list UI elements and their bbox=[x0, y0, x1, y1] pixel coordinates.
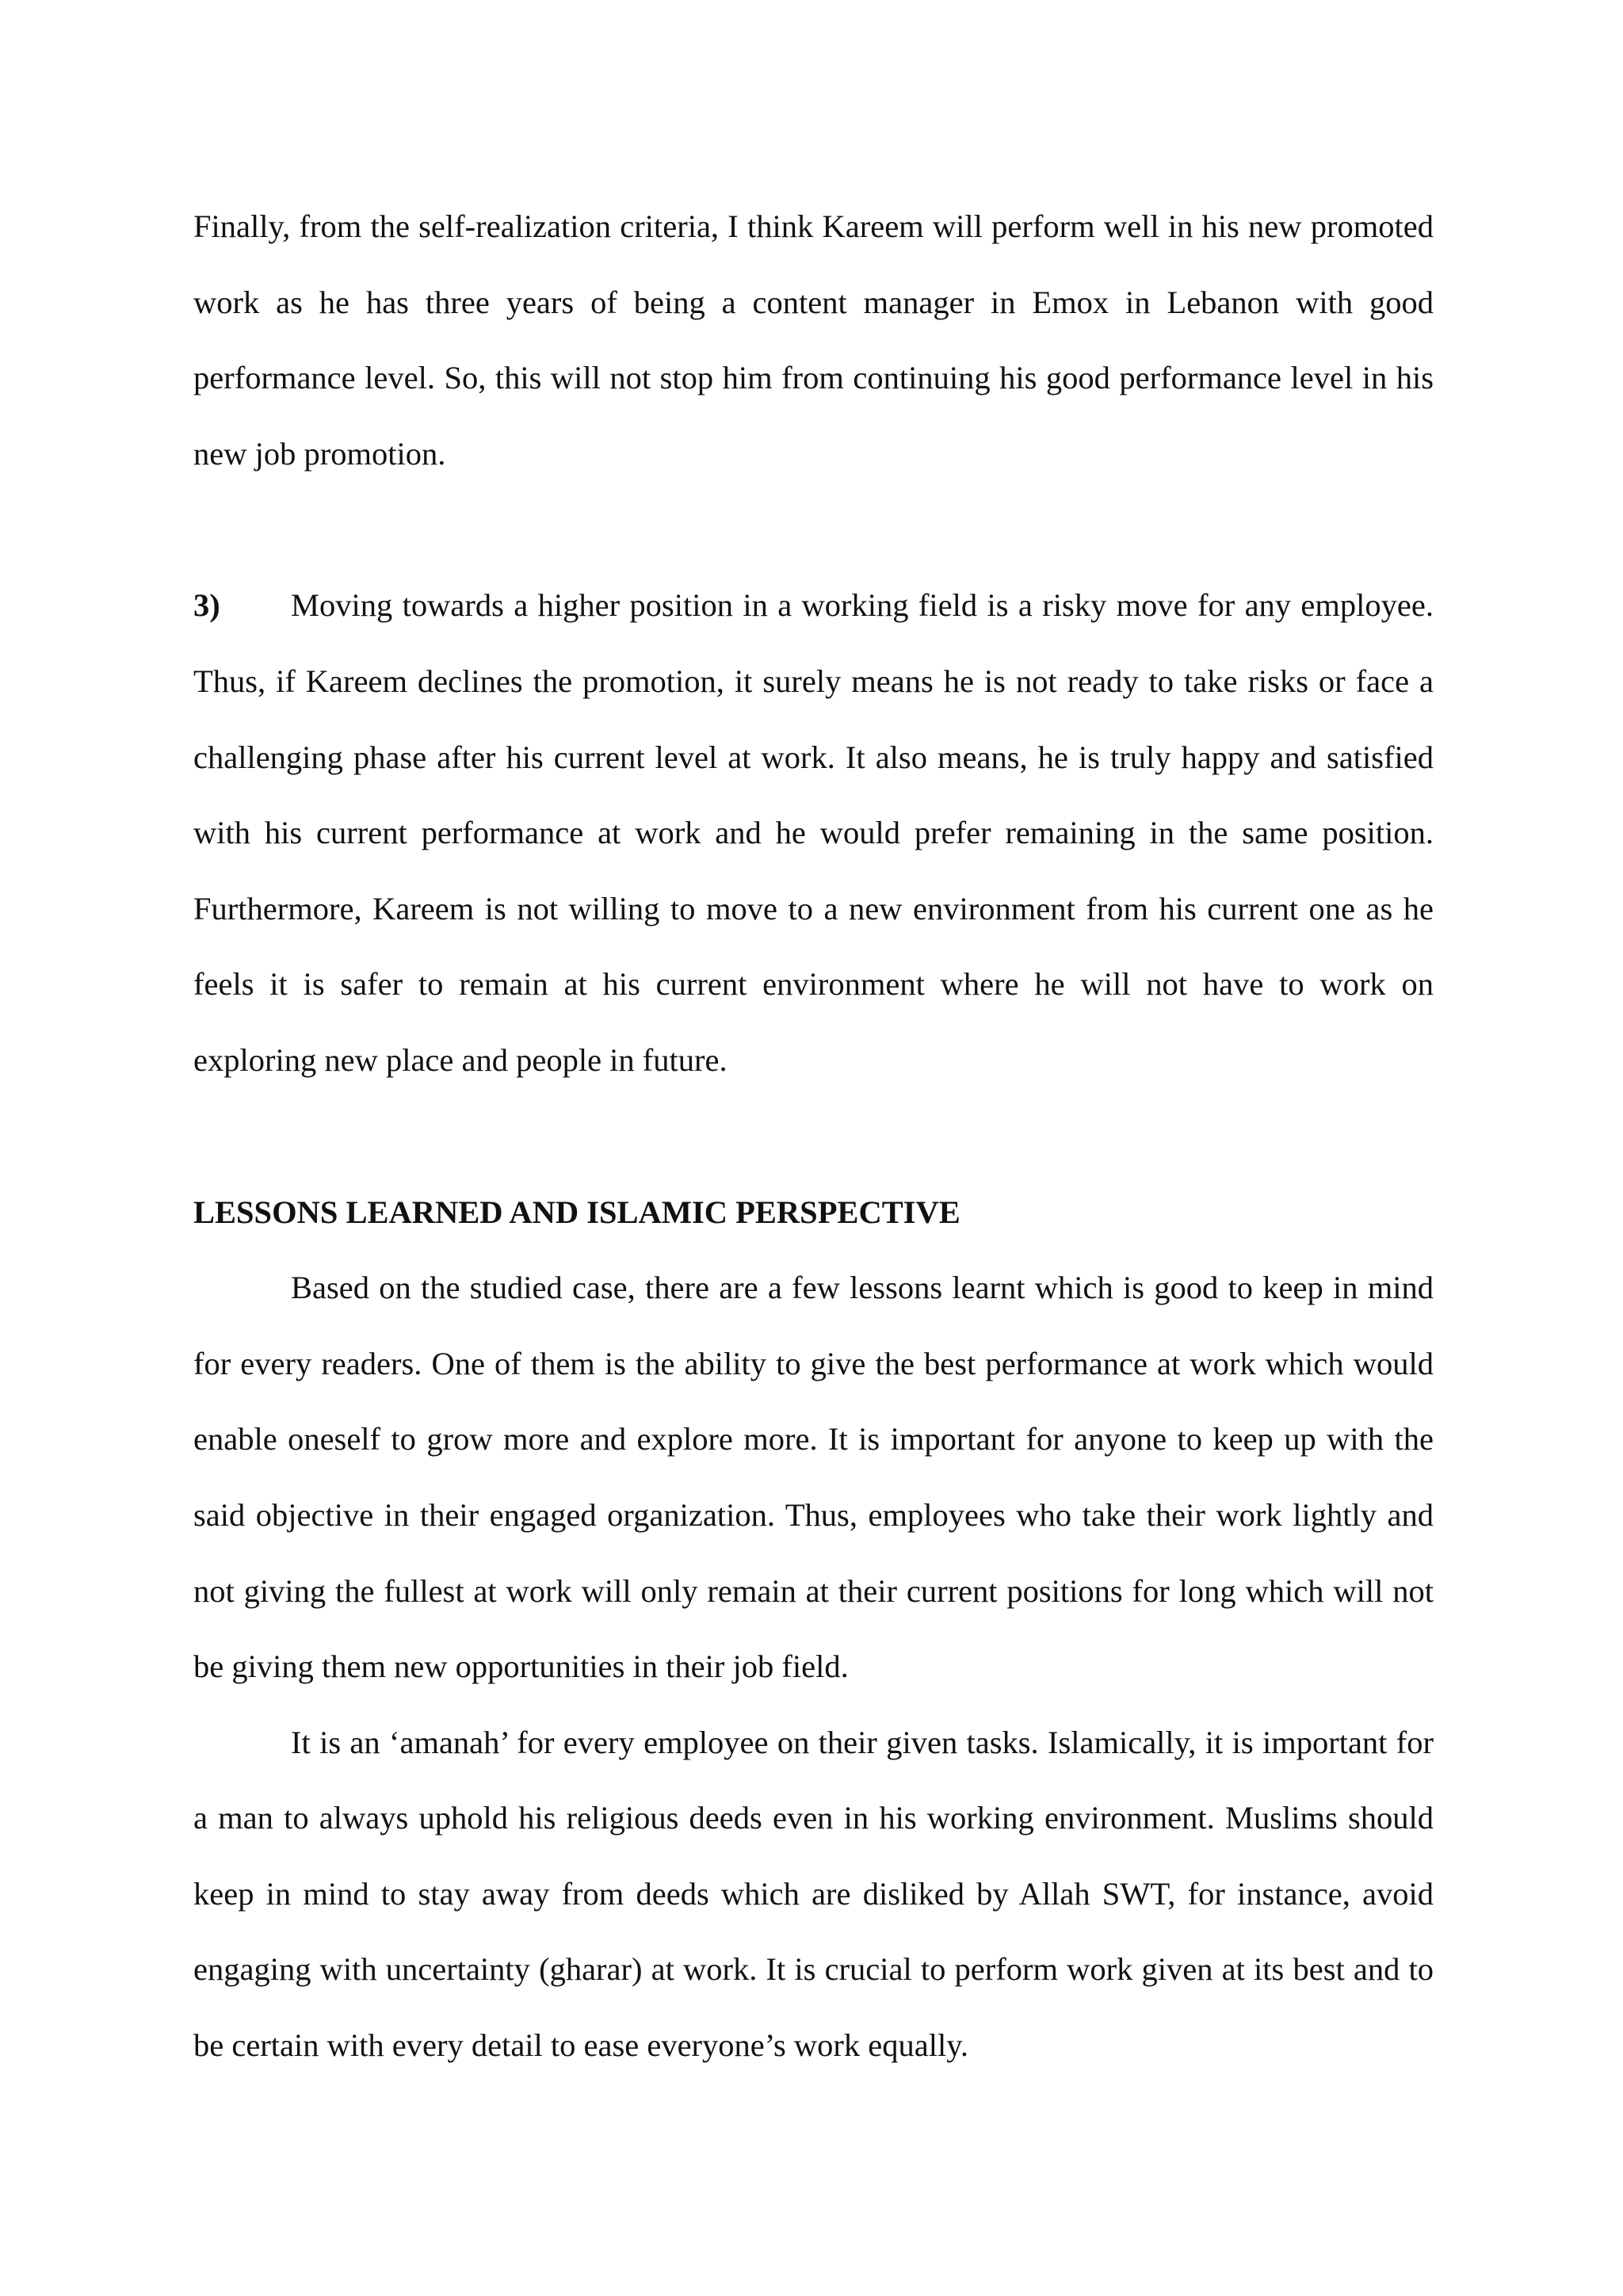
numbered-item-3 bbox=[193, 567, 1434, 1098]
paragraph-self-realization: Finally, from the self-realization criteria, I think Kareem will perform well in his new promoted work as he has three years of being a content manager in Emox in Lebanon with good performance level. So, this will not stop him from continuing his good performance level in his new job promotion. bbox=[193, 208, 1434, 472]
document-body bbox=[193, 189, 1434, 2084]
item-text: Moving towards a higher position in a working field is a risky move for any employee. Thus, if Kareem declines the promotion, it surely means he is not ready to take risks or face a challenging phase after his current level at work. It also means, he is truly happy and satisfied with his current performance at work and he would prefer remaining in the same position. Furthermore, Kareem is not willing to move to a new environment from his current one as he feels it is safer to remain at his current environment where he will not have to work on exploring new place and people in future. bbox=[193, 587, 1434, 1078]
section-heading: LESSONS LEARNED AND ISLAMIC PERSPECTIVE bbox=[193, 1194, 960, 1230]
item-number: 3) bbox=[193, 587, 220, 624]
paragraph-amanah: It is an ‘amanah’ for every employee on their given tasks. Islamically, it is important for a man to always uphold his religious deeds even in his working environment. Muslims should keep in mind to stay away from deeds which are disliked by Allah SWT, for instance, avoid engaging with uncertainty (gharar) at work. It is crucial to perform work given at its best and to be certain with every detail to ease everyone’s work equally. bbox=[193, 1724, 1434, 2064]
paragraph-lessons: Based on the studied case, there are a few lessons learnt which is good to keep in mind for every readers. One of them is the ability to give the best performance at work which would enable oneself to grow more and explore more. It is important for anyone to keep up with the said objective in their engaged organization. Thus, employees who take their work lightly and not giving the fullest at work will only remain at their current positions for long which will not be giving them new opportunities in their job field. bbox=[193, 1270, 1434, 1685]
